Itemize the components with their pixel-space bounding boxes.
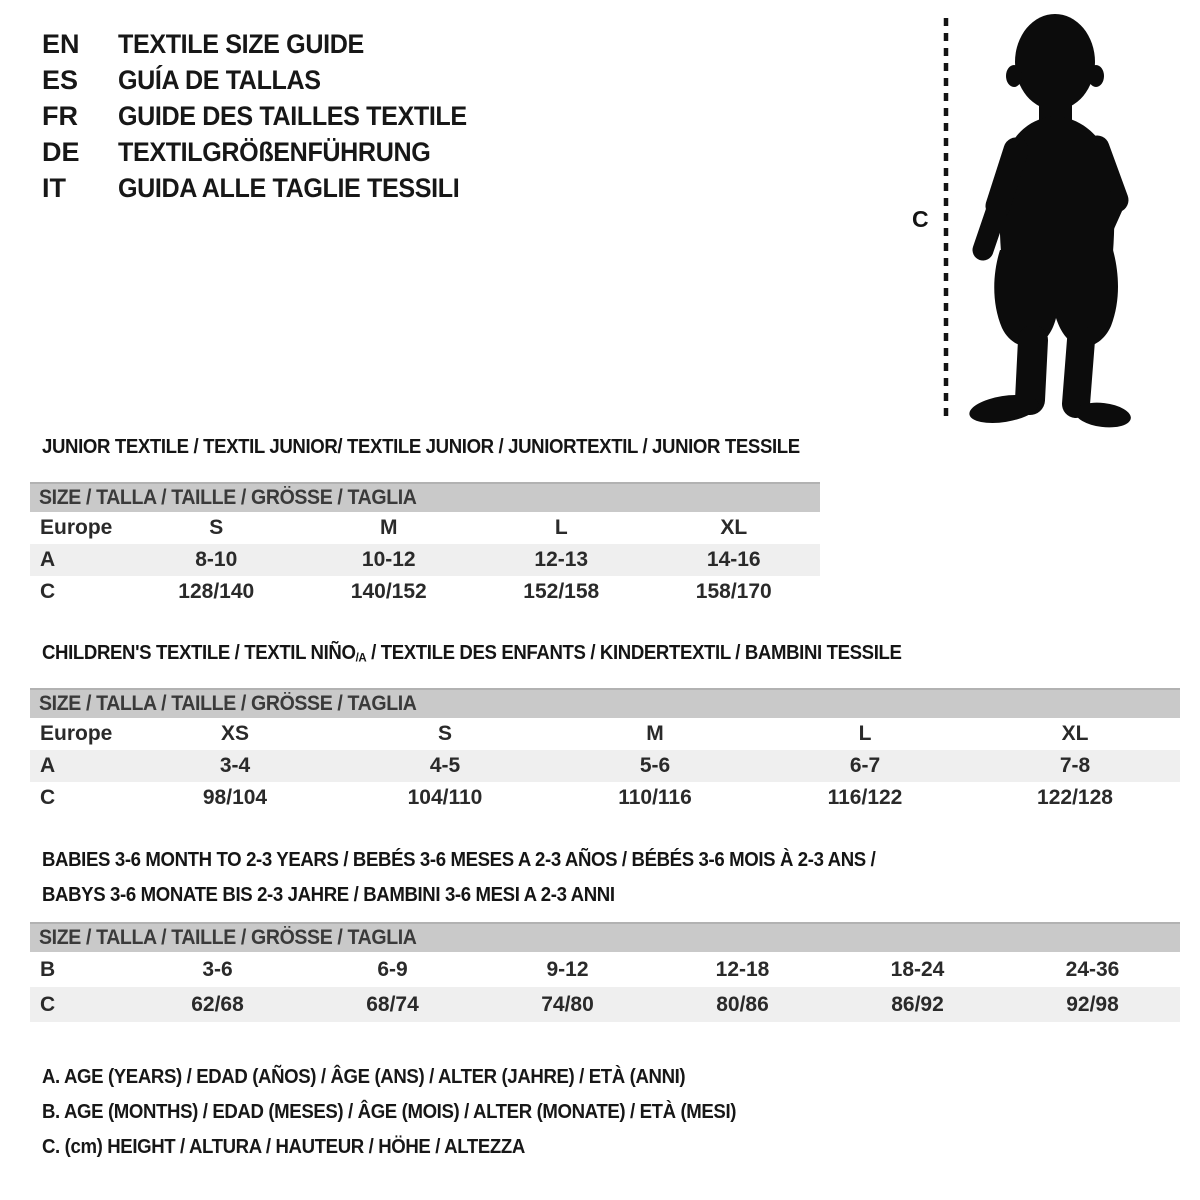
children-table-rows	[30, 718, 1180, 814]
lang-code: ES	[42, 65, 79, 95]
toddler-silhouette-icon	[900, 8, 1200, 438]
lang-code: EN	[42, 29, 80, 59]
lang-row-es	[42, 62, 493, 98]
size-cell: 10-12	[361, 548, 416, 571]
language-title-block	[42, 26, 493, 206]
junior-section-title-text: JUNIOR TEXTILE / TEXTIL JUNIOR/ TEXTILE JUNIOR / JUNIORTEXTIL / JUNIOR TESSILE	[42, 436, 800, 458]
legend-block	[42, 1060, 788, 1165]
size-cell: 158/170	[695, 580, 772, 603]
legend-line-b: B. AGE (MONTHS) / EDAD (MESES) / ÂGE (MOIS) / ALTER (MONATE) / ETÀ (MESI)	[42, 1101, 737, 1123]
lang-title: GUIDE DES TAILLES TEXTILE	[118, 101, 467, 131]
size-cell: 140/152	[350, 580, 427, 603]
junior-table-rows	[30, 512, 820, 608]
size-cell: XL	[720, 516, 748, 539]
legend-line-c: C. (cm) HEIGHT / ALTURA / HAUTEUR / HÖHE / ALTEZZA	[42, 1136, 525, 1158]
table-row	[30, 987, 1180, 1022]
size-cell: 6-7	[849, 754, 881, 777]
table-row	[30, 952, 1180, 987]
lang-row-it	[42, 170, 493, 206]
lang-row-fr	[42, 98, 493, 134]
size-cell: M	[646, 722, 664, 745]
size-header-label: SIZE / TALLA / TAILLE / GRÖSSE / TAGLIA	[39, 486, 417, 509]
size-header-label: SIZE / TALLA / TAILLE / GRÖSSE / TAGLIA	[39, 692, 417, 715]
size-cell: S	[209, 516, 224, 539]
size-cell: 8-10	[195, 548, 238, 571]
size-cell: 4-5	[429, 754, 461, 777]
lang-title: TEXTILGRÖßENFÜHRUNG	[118, 137, 431, 167]
size-cell: XS	[220, 722, 249, 745]
size-cell: 92/98	[1066, 992, 1119, 1016]
size-cell: S	[437, 722, 452, 745]
size-cell: 24-36	[1065, 957, 1120, 981]
size-cell: 104/110	[407, 786, 483, 809]
size-cell: 18-24	[890, 957, 945, 981]
size-header-label: SIZE / TALLA / TAILLE / GRÖSSE / TAGLIA	[39, 926, 417, 949]
lang-row-de	[42, 134, 493, 170]
size-cell: 12-13	[534, 548, 589, 571]
table-row	[30, 544, 820, 576]
row-label: C	[40, 786, 56, 809]
junior-section-title	[42, 430, 857, 465]
lang-title: TEXTILE SIZE GUIDE	[118, 29, 364, 59]
size-cell: L	[858, 722, 872, 745]
babies-table-rows	[30, 952, 1180, 1022]
children-section-title	[42, 636, 966, 676]
table-row	[30, 718, 1180, 750]
size-header-bar	[30, 922, 1180, 952]
size-cell: 152/158	[523, 580, 600, 603]
size-cell: M	[380, 516, 398, 539]
lang-code: DE	[42, 137, 80, 167]
lang-title: GUÍA DE TALLAS	[118, 65, 321, 95]
row-label: B	[40, 957, 56, 981]
size-cell: 7-8	[1059, 754, 1091, 777]
size-cell: 68/74	[366, 992, 419, 1016]
size-cell: 6-9	[377, 957, 408, 981]
height-label: C	[912, 206, 929, 232]
row-label: Europe	[40, 722, 113, 745]
table-row	[30, 750, 1180, 782]
children-section-title-text: CHILDREN'S TEXTILE / TEXTIL NIÑO/A / TEXTILE DES ENFANTS / KINDERTEXTIL / BAMBINI TESSILE	[42, 642, 902, 665]
size-cell: 12-18	[715, 957, 770, 981]
babies-section-title-line2: BABYS 3-6 MONATE BIS 2-3 JAHRE / BAMBINI 3-6 MESI A 2-3 ANNI	[42, 884, 615, 906]
lang-title: GUIDA ALLE TAGLIE TESSILI	[118, 173, 460, 203]
babies-size-table	[30, 922, 1180, 1022]
size-cell: 3-4	[219, 754, 251, 777]
row-label: Europe	[40, 516, 113, 539]
row-label: A	[40, 754, 56, 777]
table-row	[30, 576, 820, 608]
size-cell: XL	[1061, 722, 1089, 745]
table-row	[30, 782, 1180, 814]
lang-code: FR	[42, 101, 78, 131]
size-cell: 74/80	[541, 992, 594, 1016]
babies-section-title	[42, 843, 938, 913]
size-cell: 116/122	[827, 786, 903, 809]
row-label: C	[40, 992, 56, 1016]
size-cell: 86/92	[891, 992, 944, 1016]
size-cell: L	[554, 516, 568, 539]
lang-row-en	[42, 26, 493, 62]
height-figure	[900, 8, 1200, 438]
size-cell: 62/68	[191, 992, 244, 1016]
size-cell: 3-6	[202, 957, 233, 981]
size-cell: 98/104	[202, 786, 268, 809]
size-header-bar	[30, 482, 820, 512]
legend-line-a: A. AGE (YEARS) / EDAD (AÑOS) / ÂGE (ANS) / ALTER (JAHRE) / ETÀ (ANNI)	[42, 1066, 686, 1088]
size-cell: 80/86	[716, 992, 769, 1016]
junior-size-table	[30, 482, 820, 608]
size-cell: 9-12	[546, 957, 589, 981]
size-cell: 122/128	[1037, 786, 1113, 809]
children-size-table	[30, 688, 1180, 814]
row-label: C	[40, 580, 56, 603]
babies-section-title-line1: BABIES 3-6 MONTH TO 2-3 YEARS / BEBÉS 3-6 MESES A 2-3 AÑOS / BÉBÉS 3-6 MOIS À 2-3 ANS /	[42, 849, 876, 871]
table-row	[30, 512, 820, 544]
row-label: A	[40, 548, 56, 571]
toddler-silhouette	[967, 14, 1132, 430]
size-cell: 5-6	[639, 754, 671, 777]
size-cell: 128/140	[178, 580, 255, 603]
size-cell: 14-16	[706, 548, 761, 571]
size-cell: 110/116	[618, 786, 692, 809]
size-header-bar	[30, 688, 1180, 718]
lang-code: IT	[42, 173, 66, 203]
